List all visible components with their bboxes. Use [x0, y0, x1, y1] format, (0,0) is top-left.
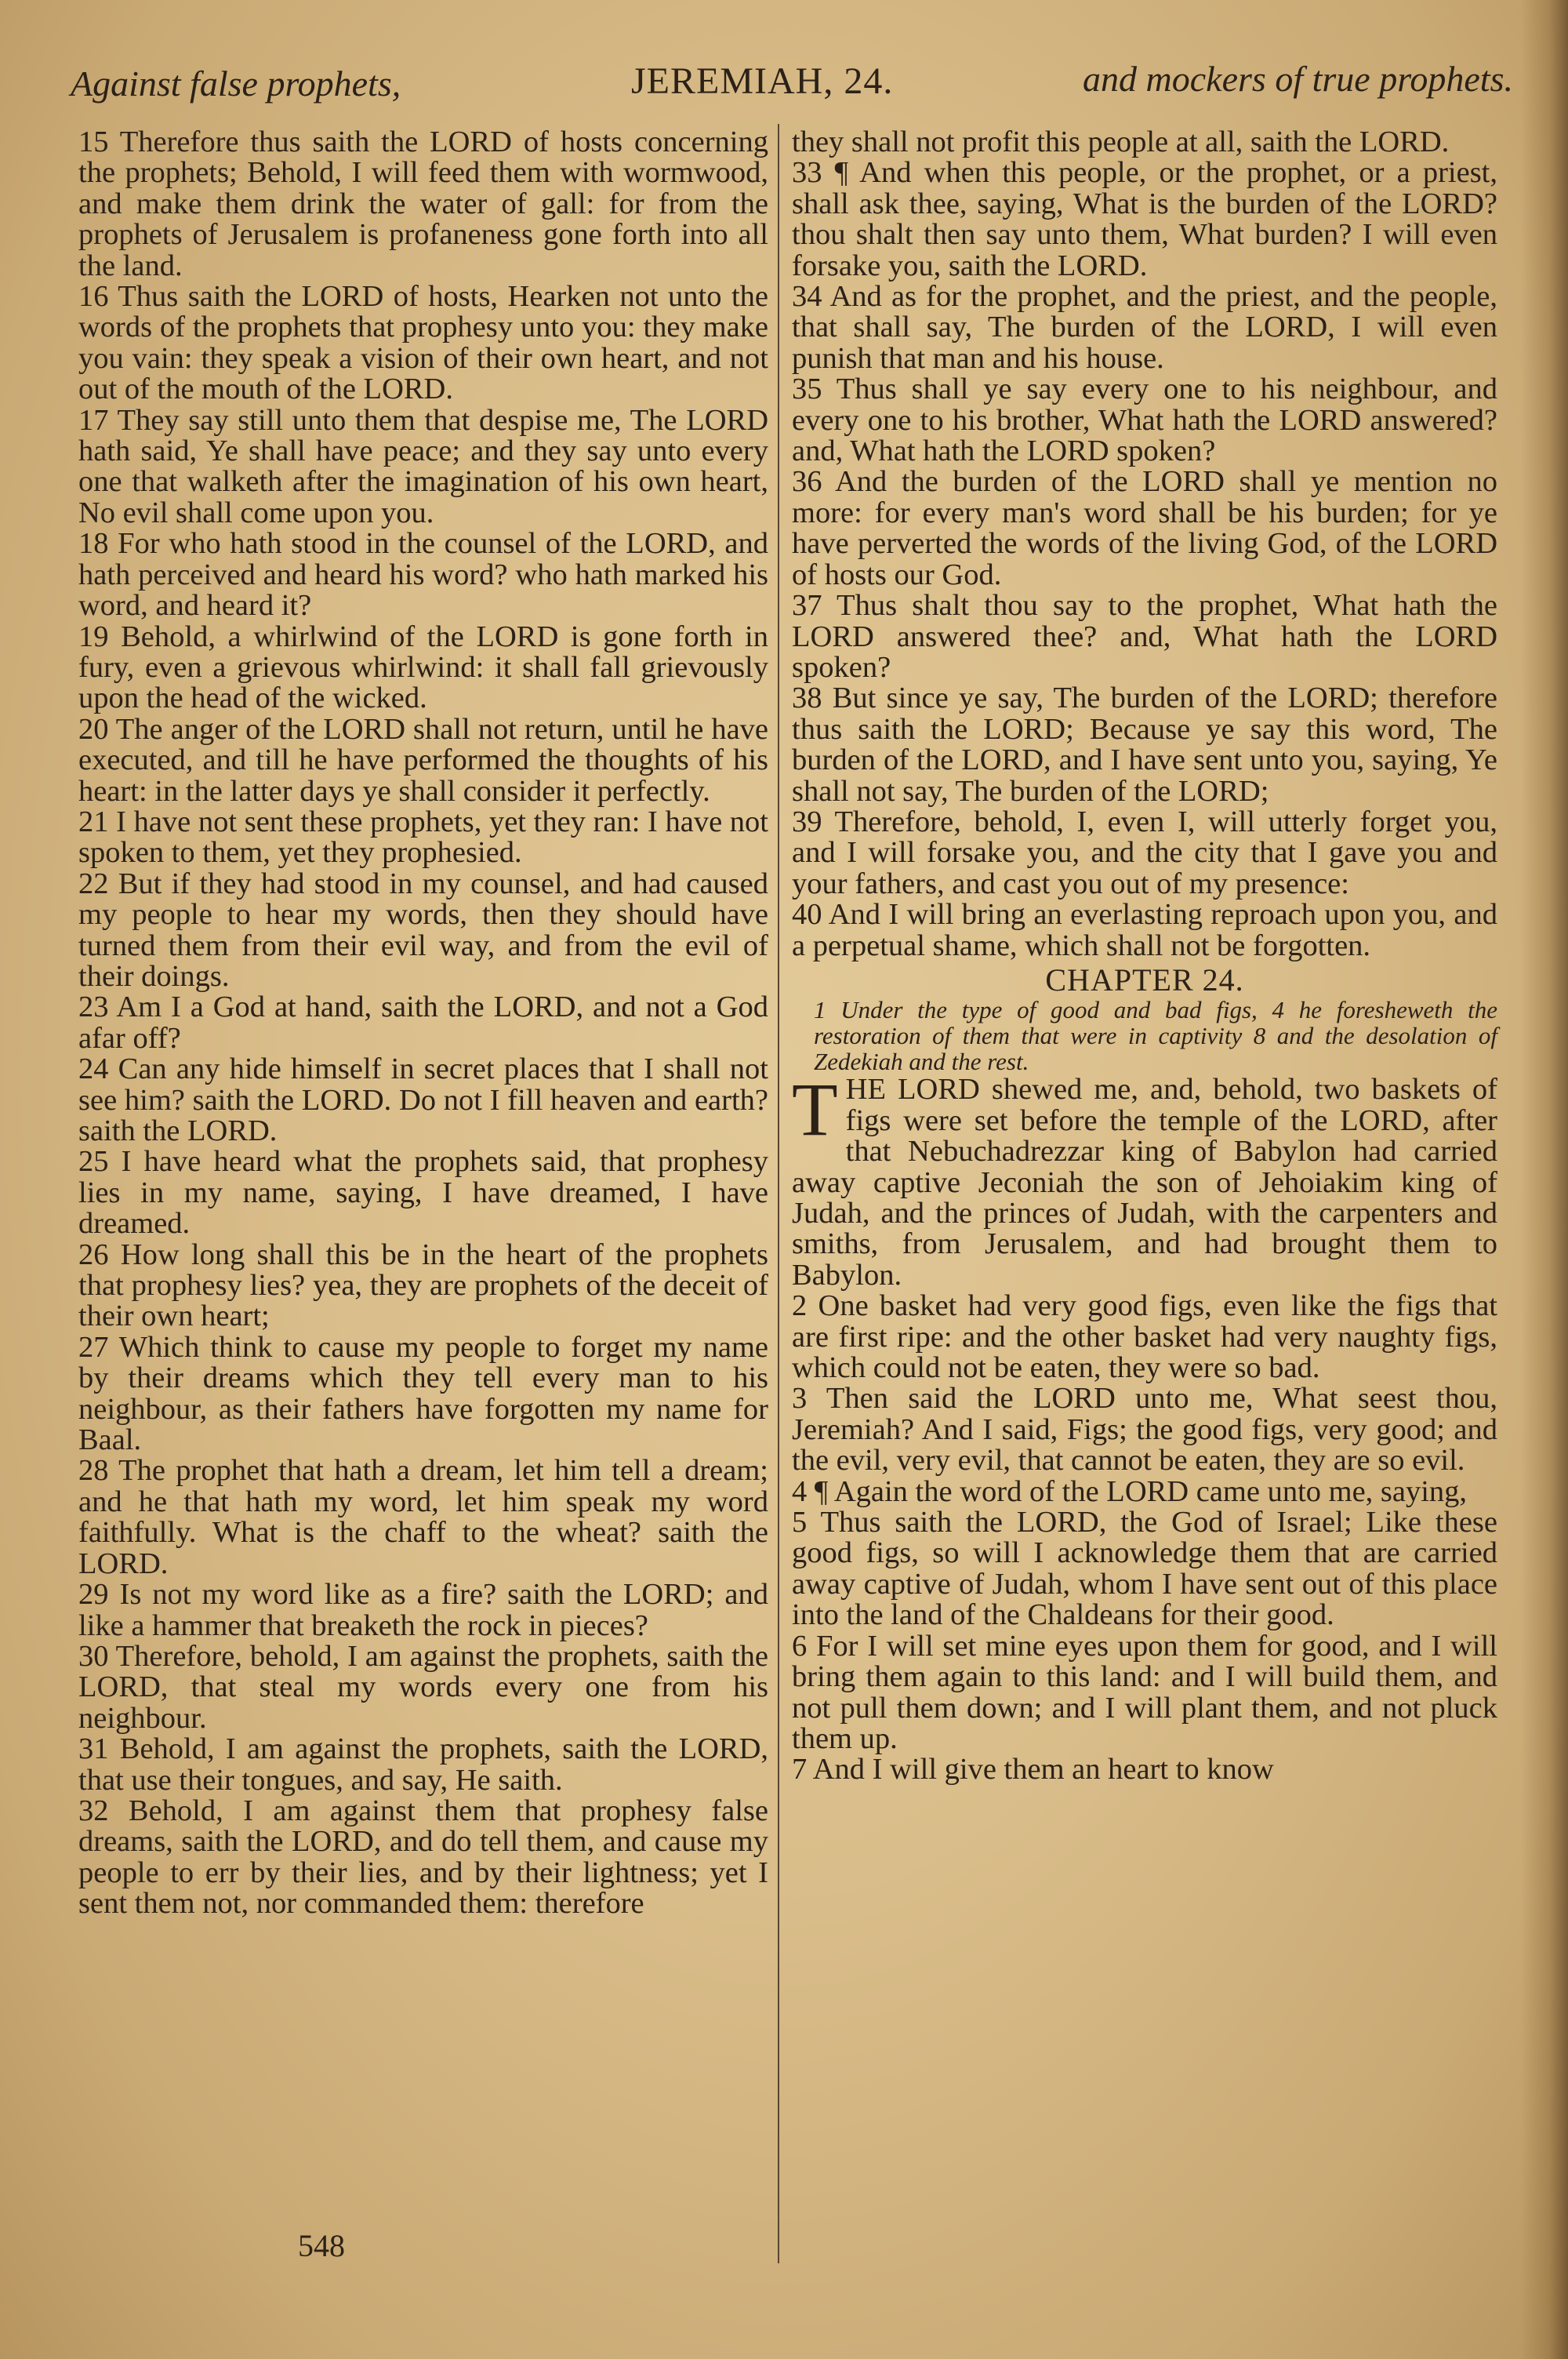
verse: 32 Behold, I am against them that prophesy false dreams, saith the LORD, and do tell them, and cause my people to err by their lies, and by their lightness; yet I sent them not, nor commanded them: therefore [78, 1794, 768, 1921]
verse: 6 For I will set mine eyes upon them for good, and I will bring them again to this land: and I will build them, and not pull them down; and I will plant them, and not pluck them up. [792, 1629, 1497, 1755]
verse: 24 Can any hide himself in secret places that I shall not see him? saith the LORD. Do not I fill heaven and earth? saith the LORD. [78, 1052, 768, 1147]
drop-cap: T [792, 1067, 838, 1152]
verse: 16 Thus saith the LORD of hosts, Hearken not unto the words of the prophets that prophesy unto you: they make you vain: they speak a vision of their own heart, and not out of the mouth of the LORD. [78, 280, 768, 406]
verse: 33 ¶ And when this people, or the prophet, or a priest, shall ask thee, saying, What is the burden of the LORD? thou shalt then say unto them, What burden? I will even forsake you, saith the LORD. [792, 156, 1497, 282]
verse: 7 And I will give them an heart to know [792, 1753, 1274, 1787]
verse: they shall not profit this people at all, saith the LORD. [792, 125, 1450, 158]
verse: 17 They say still unto them that despise me, The LORD hath said, Ye shall have peace; and they say unto every one that walketh after the imagination of his own heart, No evil shall come upon you. [78, 403, 768, 529]
verse: 15 Therefore thus saith the LORD of hosts concerning the prophets; Behold, I will feed them with wormwood, and make them drink the water of gall: for from the prophets of Jerusalem is profaneness gone forth into all the land. [78, 125, 768, 282]
verse: 20 The anger of the LORD shall not return, until he have executed, and till he have performed the thoughts of his heart: in the latter days ye shall consider it perfectly. [78, 712, 768, 808]
verse: 23 Am I a God at hand, saith the LORD, and not a God afar off? [78, 990, 768, 1055]
verse: 22 But if they had stood in my counsel, and had caused my people to hear my words, then they should have turned them from their evil way, and from the evil of their doings. [78, 867, 768, 993]
verse: 29 Is not my word like as a fire? saith the LORD; and like a hammer that breaketh the rock in pieces? [78, 1578, 768, 1642]
verse: 5 Thus saith the LORD, the God of Israel; Like these good figs, so will I acknowledge them that are carried away captive of Judah, whom I have sent out of this place into the land of the Chaldeans for their good. [792, 1506, 1497, 1632]
verse: 19 Behold, a whirlwind of the LORD is gone forth in fury, even a grievous whirlwind: it shall fall grievously upon the head of the wicked. [78, 620, 768, 715]
verse: 40 And I will bring an everlasting reproach upon you, and a perpetual shame, which shall not be forgotten. [792, 898, 1497, 962]
verse: 38 But since ye say, The burden of the LORD; therefore thus saith the LORD; Because ye say this word, The burden of the LORD, and I have sent unto you, saying, Ye shall not say, The burden of the LORD; [792, 682, 1497, 808]
chapter-summary: 1 Under the type of good and bad figs, 4 he foresheweth the restoration of them that were in captivity 8 and the desolation of Zedekiah and the rest. [814, 996, 1497, 1076]
verse: 28 The prophet that hath a dream, let him tell a dream; and he that hath my word, let him speak my word faithfully. What is the chaff to the wheat? saith the LORD. [78, 1454, 768, 1580]
verse: 31 Behold, I am against the prophets, saith the LORD, that use their tongues, and say, He saith. [78, 1732, 768, 1797]
verse: 3 Then said the LORD unto me, What seest thou, Jeremiah? And I said, Figs; the good figs, very good; and the evil, very evil, that cannot be eaten, they are so evil. [792, 1382, 1497, 1478]
verse-1-text: HE LORD shewed me, and, behold, two baskets of figs were set before the temple of the LORD, after that Nebuchadrezzar king of Babylon had carried away captive Jeconiah the son of Jehoiakim king of Judah, and the princes of Judah, with the carpenters and smiths, from Jerusalem, and had brought them to Babylon. [792, 1073, 1497, 1292]
verse: 35 Thus shall ye say every one to his neighbour, and every one to his brother, What hath the LORD answered? and, What hath the LORD spoken? [792, 373, 1497, 468]
verse: 21 I have not sent these prophets, yet they ran: I have not spoken to them, yet they prophesied. [78, 805, 768, 870]
verse-1 [792, 1067, 1497, 1292]
page-edge-shadow [1521, 0, 1568, 2359]
verse: 34 And as for the prophet, and the priest, and the people, that shall say, The burden of the LORD, I will even punish that man and his house. [792, 280, 1497, 375]
chapter-heading: CHAPTER 24. [1045, 961, 1244, 998]
verse: 30 Therefore, behold, I am against the prophets, saith the LORD, that steal my words every one from his neighbour. [78, 1639, 768, 1735]
verse: 37 Thus shalt thou say to the prophet, What hath the LORD answered thee? and, What hath the LORD spoken? [792, 589, 1497, 684]
header-right: and mockers of true prophets. [1083, 59, 1513, 99]
verse: 4 ¶ Again the word of the LORD came unto me, saying, [792, 1474, 1468, 1508]
right-column [792, 127, 1497, 1786]
running-header [71, 59, 1513, 118]
page-number: 548 [298, 2228, 345, 2263]
header-center: JEREMIAH, 24. [631, 60, 894, 102]
verse: 36 And the burden of the LORD shall ye mention no more: for every man's word shall be his burden; for ye have perverted the words of the living God, of the LORD of hosts our God. [792, 465, 1497, 591]
header-left: Against false prophets, [71, 64, 401, 104]
left-column [78, 127, 768, 1920]
verse: 27 Which think to cause my people to forget my name by their dreams which they tell every man to his neighbour, as their fathers have forgotten my name for Baal. [78, 1330, 768, 1457]
verse: 39 Therefore, behold, I, even I, will utterly forget you, and I will forsake you, and the city that I gave you and your fathers, and cast you out of my presence: [792, 805, 1497, 900]
verse: 25 I have heard what the prophets said, that prophesy lies in my name, saying, I have dreamed, I have dreamed. [78, 1145, 768, 1241]
column-rule [778, 124, 779, 2263]
verse: 26 How long shall this be in the heart of the prophets that prophesy lies? yea, they are prophets of the deceit of their own heart; [78, 1238, 768, 1333]
verse: 18 For who hath stood in the counsel of the LORD, and hath perceived and heard his word? who hath marked his word, and heard it? [78, 527, 768, 623]
verse: 2 One basket had very good figs, even like the figs that are first ripe: and the other basket had very naughty figs, which could not be eaten, they were so bad. [792, 1289, 1497, 1385]
